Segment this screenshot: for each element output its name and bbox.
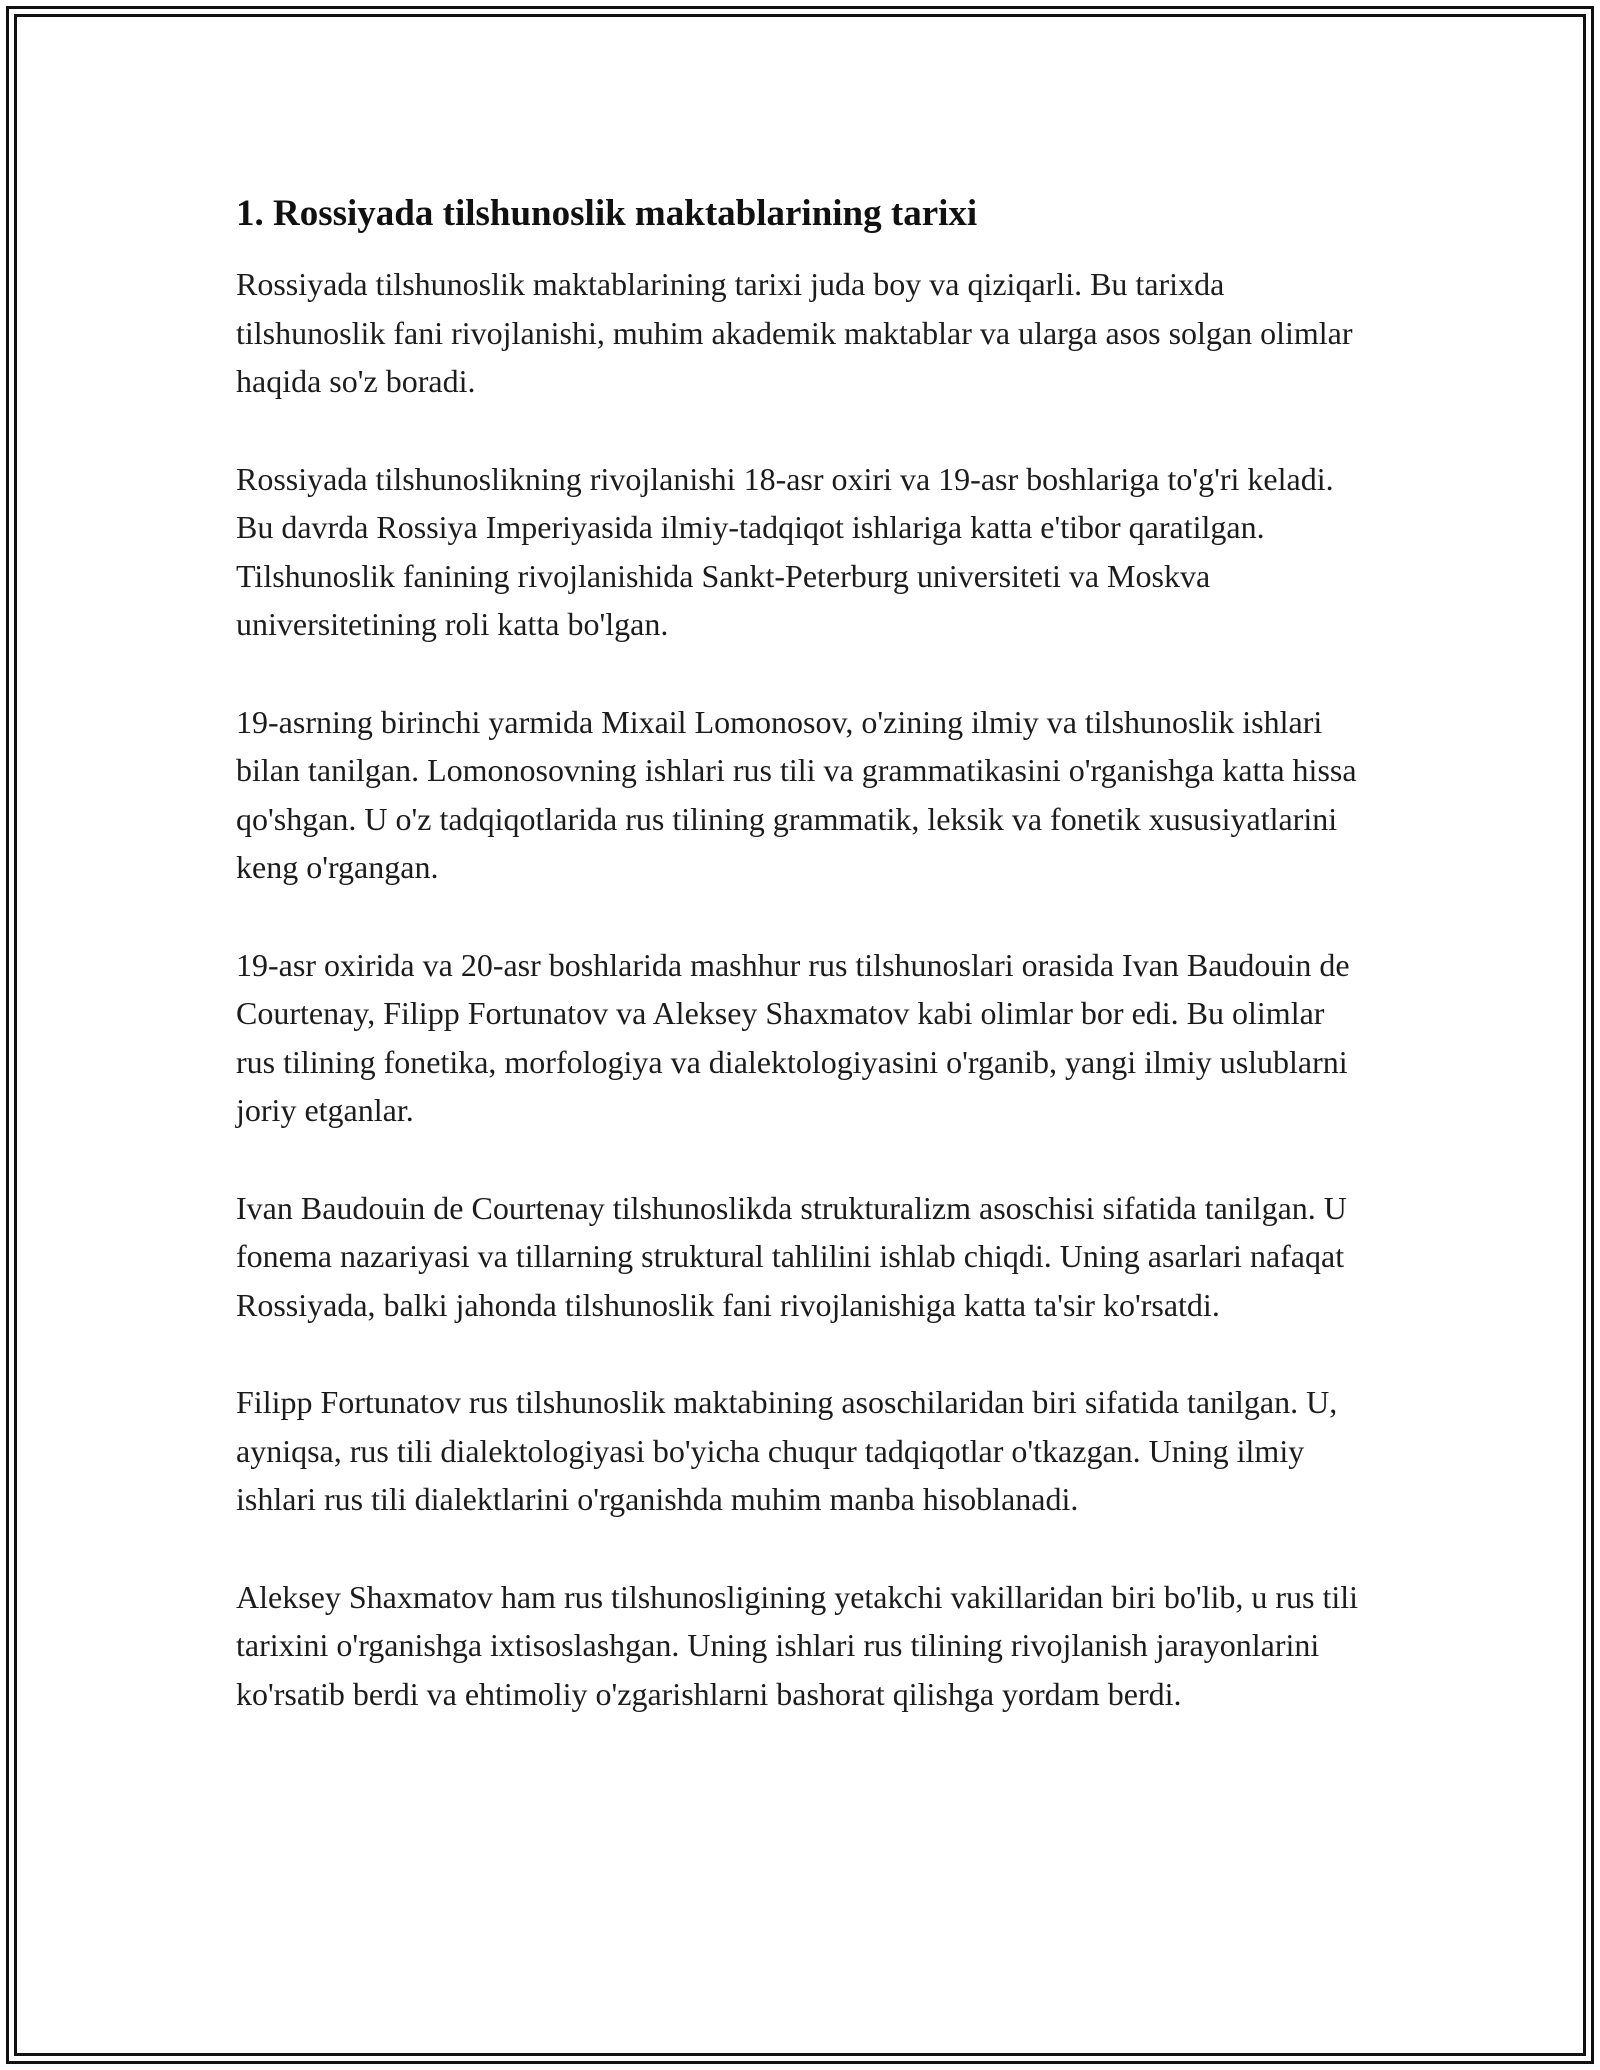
document-body	[236, 190, 1366, 1767]
paragraph-origins: Rossiyada tilshunoslikning rivojlanishi 18-asr oxiri va 19-asr boshlariga to'g'ri keladi. Bu davrda Rossiya Imperiyasida ilmiy-tadqiqot ishlariga katta e'tibor qaratilgan. Tilshunoslik fanining rivojlanishida Sankt-Peterburg universiteti va Moskva universitetining roli katta bo'lgan.	[236, 460, 1334, 642]
paragraph-lomonosov: 19-asrning birinchi yarmida Mixail Lomonosov, o'zining ilmiy va tilshunoslik ishlari bilan tanilgan. Lomonosovning ishlari rus tili va grammatikasini o'rganishga katta hissa qo'shgan. U o'z tadqiqotlarida rus tilining grammatik, leksik va fonetik xususiyatlarini keng o'rgangan.	[236, 703, 1357, 885]
paragraph-intro: Rossiyada tilshunoslik maktablarining tarixi juda boy va qiziqarli. Bu tarixda tilshunoslik fani rivojlanishi, muhim akademik maktablar va ularga asos solgan olimlar haqida so'z boradi.	[236, 266, 1353, 399]
paragraph-fortunatov: Filipp Fortunatov rus tilshunoslik maktabining asoschilaridan biri sifatida tanilgan. U, ayniqsa, rus tili dialektologiyasi bo'yicha chuqur tadqiqotlar o'tkazgan. Uning ilmiy ishlari rus tili dialektlarini o'rganishda muhim manba hisoblanadi.	[236, 1384, 1338, 1517]
section-heading: 1. Rossiyada tilshunoslik maktablarining tarixi	[236, 193, 978, 234]
paragraph-baudouin: Ivan Baudouin de Courtenay tilshunoslikda strukturalizm asoschisi sifatida tanilgan. U fonema nazariyasi va tillarning struktural tahlilini ishlab chiqdi. Uning asarlari nafaqat Rossiyada, balki jahonda tilshunoslik fani rivojlanishiga katta ta'sir ko'rsatdi.	[236, 1189, 1347, 1323]
paragraph-shaxmatov: Aleksey Shaxmatov ham rus tilshunosligining yetakchi vakillaridan biri bo'lib, u rus tili tarixini o'rganishga ixtisoslashgan. Uning ishlari rus tilining rivojlanish jarayonlarini ko'rsatib berdi va ehtimoliy o'zgarishlarni bashorat qilishga yordam berdi.	[236, 1578, 1359, 1712]
paragraph-linguists: 19-asr oxirida va 20-asr boshlarida mashhur rus tilshunoslari orasida Ivan Baudouin de Courtenay, Filipp Fortunatov va Aleksey Shaxmatov kabi olimlar bor edi. Bu olimlar rus tilining fonetika, morfologiya va dialektologiyasini o'rganib, yangi ilmiy uslublarni joriy etganlar.	[236, 946, 1350, 1128]
